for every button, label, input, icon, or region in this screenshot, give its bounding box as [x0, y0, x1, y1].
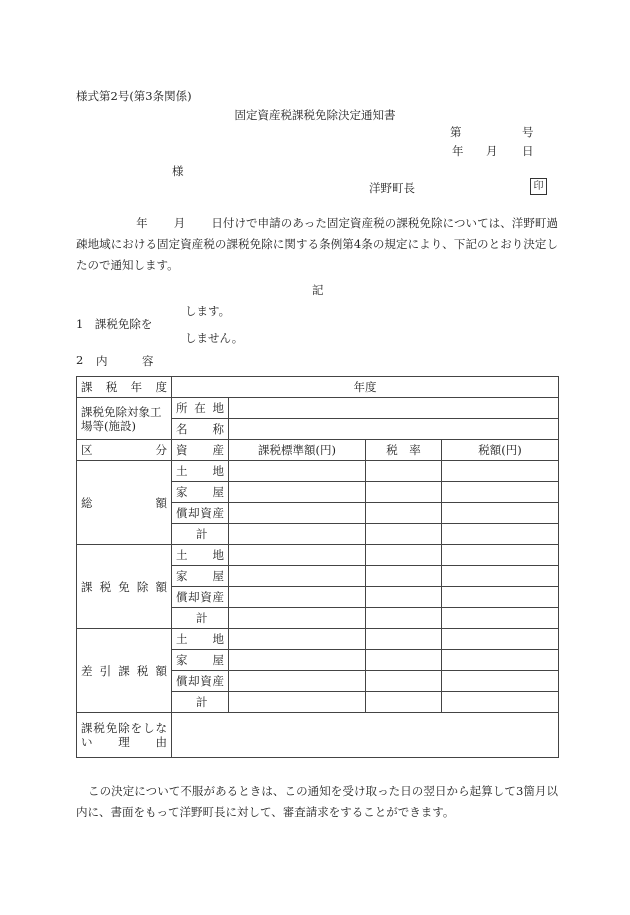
tax-amount-header: 税額(円): [442, 440, 559, 461]
asset-cell: 土地: [172, 461, 229, 482]
table-row: [77, 545, 559, 566]
value-cell: [442, 545, 559, 566]
value-cell: [229, 545, 366, 566]
value-cell: [442, 587, 559, 608]
group-label-exempt: 課税免除額: [77, 545, 172, 629]
group-label-net: 差引課税額: [77, 629, 172, 713]
asset-cell: 家屋: [172, 650, 229, 671]
value-cell: [366, 608, 442, 629]
location-label: 所在地: [172, 398, 229, 419]
asset-cell: 計: [172, 524, 229, 545]
intro-text: 日付けで申請のあった固定資産税の課税免除については、洋野町過疎地域における固定資産税の課税免除に関する条例第4条の規定により、下記のとおり決定したので通知します。: [76, 216, 559, 272]
asset-cell: 家屋: [172, 566, 229, 587]
table-row: [77, 629, 559, 650]
value-cell: [366, 482, 442, 503]
document-number-suffix: 号: [522, 125, 534, 139]
value-cell: [442, 650, 559, 671]
location-row: [77, 398, 559, 419]
value-cell: [366, 671, 442, 692]
item2-label: 内 容: [96, 354, 154, 368]
asset-cell: 償却資産: [172, 671, 229, 692]
header-row: [77, 440, 559, 461]
value-cell: [229, 650, 366, 671]
value-cell: [442, 482, 559, 503]
option-shimasu: します。: [185, 304, 231, 318]
location-value: [229, 398, 559, 419]
value-cell: [442, 629, 559, 650]
name-label: 名称: [172, 419, 229, 440]
value-cell: [366, 629, 442, 650]
date-day: 日: [522, 144, 534, 158]
ki-heading: 記: [312, 283, 324, 297]
value-cell: [366, 524, 442, 545]
intro-paragraph: [76, 213, 558, 276]
asset-cell: 土地: [172, 629, 229, 650]
tax-year-label: 課税年度: [77, 377, 172, 398]
value-cell: [366, 566, 442, 587]
facility-label: 課税免除対象工場等(施設): [77, 398, 172, 440]
document-title: 固定資産税課税免除決定通知書: [234, 108, 396, 122]
date-year: 年: [452, 144, 464, 158]
value-cell: [229, 566, 366, 587]
value-cell: [366, 461, 442, 482]
reason-label: 課税免除をしない理由: [77, 713, 172, 758]
value-cell: [229, 692, 366, 713]
asset-cell: 土地: [172, 545, 229, 566]
asset-cell: 計: [172, 608, 229, 629]
asset-header: 資産: [172, 440, 229, 461]
footer-notice: この決定について不服があるときは、この通知を受け取った日の翌日から起算して3箇月以内に、書面をもって洋野町長に対して、審査請求をすることができます。: [76, 784, 558, 819]
name-value: [229, 419, 559, 440]
value-cell: [366, 692, 442, 713]
value-cell: [366, 503, 442, 524]
value-cell: [442, 503, 559, 524]
category-header: 区分: [77, 440, 172, 461]
content-table: [76, 376, 559, 758]
value-cell: [442, 692, 559, 713]
addressee-suffix: 様: [172, 164, 184, 178]
asset-cell: 家屋: [172, 482, 229, 503]
value-cell: [229, 524, 366, 545]
value-cell: [442, 608, 559, 629]
intro-year: 年: [136, 216, 148, 230]
value-cell: [366, 545, 442, 566]
value-cell: [442, 524, 559, 545]
tax-year-value: 年度: [172, 377, 559, 398]
value-cell: [229, 629, 366, 650]
value-cell: [442, 671, 559, 692]
issuer: 洋野町長: [369, 181, 415, 195]
reason-value: [172, 713, 559, 758]
value-cell: [229, 608, 366, 629]
tax-base-header: 課税標準額(円): [229, 440, 366, 461]
value-cell: [229, 671, 366, 692]
reason-row: [77, 713, 559, 758]
seal-mark: 印: [530, 178, 547, 195]
asset-cell: 償却資産: [172, 503, 229, 524]
table-row: [77, 461, 559, 482]
value-cell: [442, 461, 559, 482]
group-label-total: 総額: [77, 461, 172, 545]
tax-rate-header: 税 率: [366, 440, 442, 461]
value-cell: [229, 503, 366, 524]
asset-cell: 計: [172, 692, 229, 713]
tax-year-row: [77, 377, 559, 398]
date-month: 月: [486, 144, 498, 158]
asset-cell: 償却資産: [172, 587, 229, 608]
value-cell: [366, 587, 442, 608]
form-number: 様式第2号(第3条関係): [76, 89, 192, 103]
option-shimasen: しません。: [185, 331, 244, 345]
value-cell: [229, 461, 366, 482]
value-cell: [229, 587, 366, 608]
value-cell: [366, 650, 442, 671]
value-cell: [229, 482, 366, 503]
document-number-prefix: 第: [450, 125, 462, 139]
item2-number: 2: [76, 353, 84, 367]
intro-month: 月: [173, 216, 186, 230]
value-cell: [442, 566, 559, 587]
item1-label: 1 課税免除を: [76, 317, 153, 331]
